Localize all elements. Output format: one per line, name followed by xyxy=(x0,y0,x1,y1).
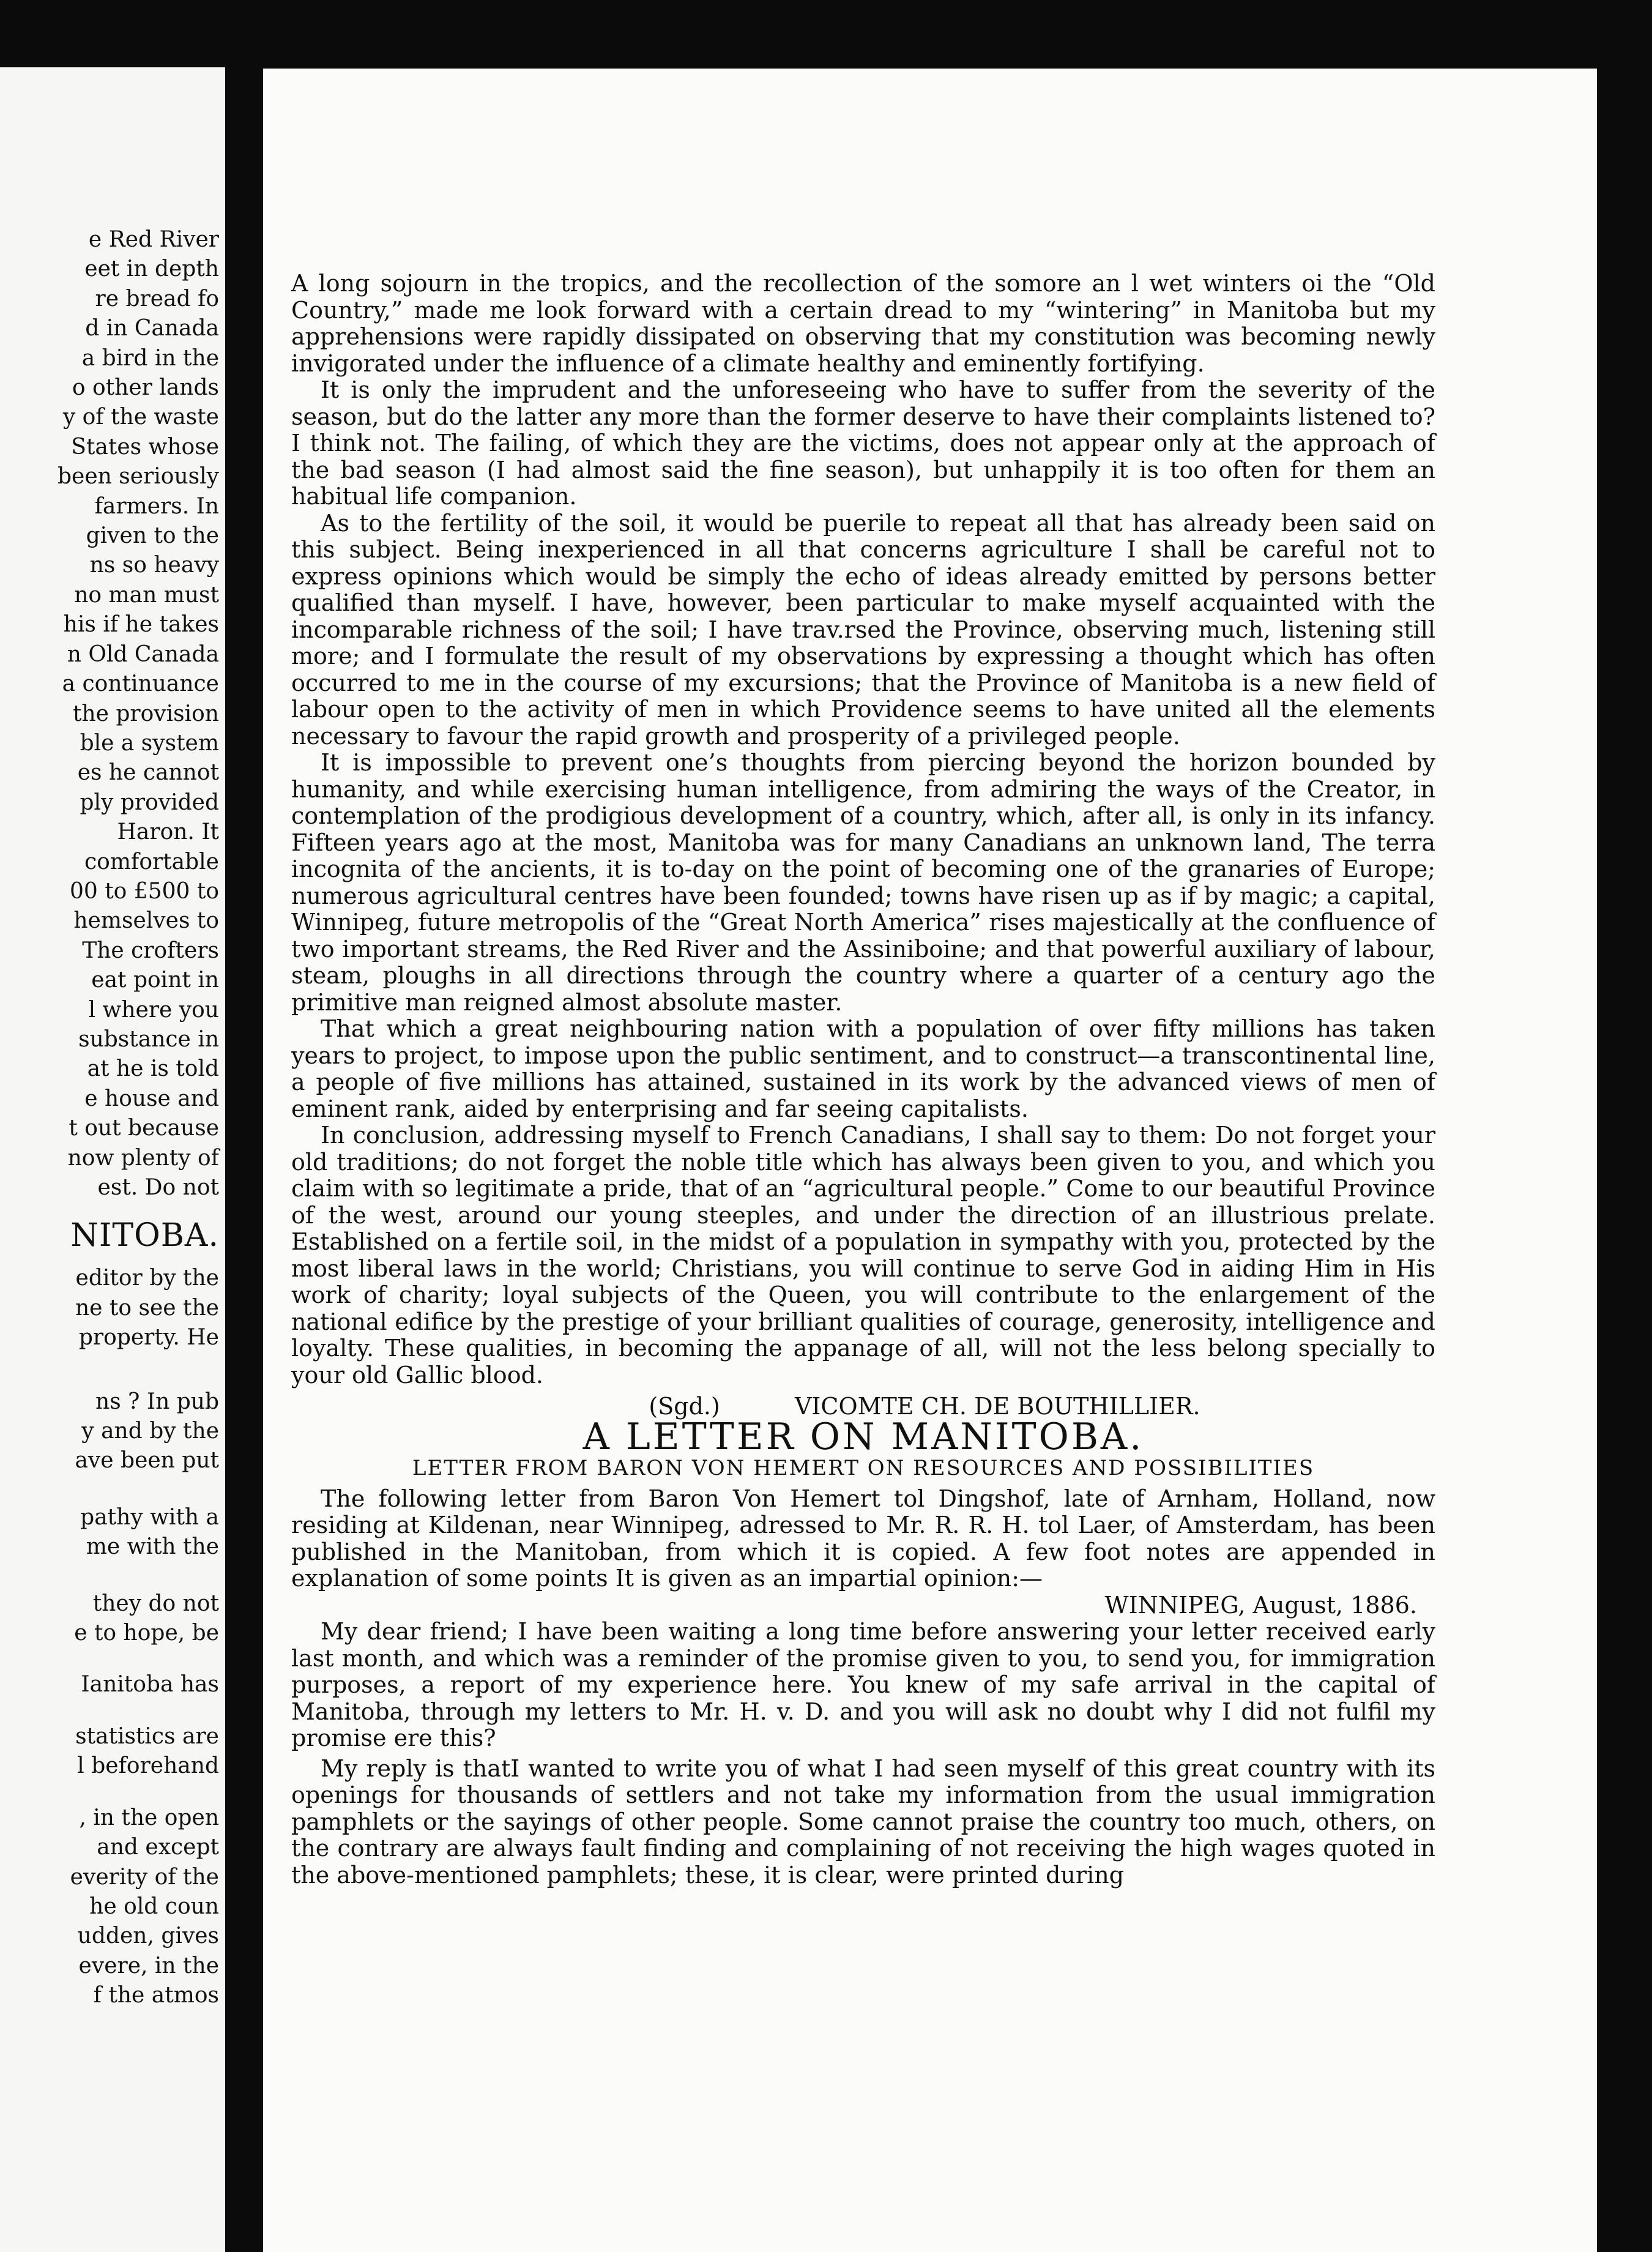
left-fragment-line: e Red River xyxy=(88,227,219,252)
left-fragment-line: ave been put xyxy=(75,1448,219,1474)
left-fragment-line: he old coun xyxy=(89,1893,219,1919)
left-fragment-line: statistics are xyxy=(75,1723,219,1749)
left-fragment-line: Ianitoba has xyxy=(81,1672,219,1698)
left-fragment-line: farmers. In xyxy=(94,493,219,519)
left-fragment-line: and except xyxy=(97,1835,219,1860)
letter-dateline: WINNIPEG, August, 1886. xyxy=(1104,1591,1417,1619)
left-fragment-line: The crofters xyxy=(82,938,219,963)
left-fragment-line: 00 to £500 to xyxy=(69,878,219,904)
left-fragment-line: a continuance xyxy=(62,671,219,697)
left-fragment-line: ne to see the xyxy=(75,1295,219,1321)
left-fragment-line: a bird in the xyxy=(81,345,219,371)
letter-heading: A LETTER ON MANITOBA. xyxy=(582,1415,1144,1458)
left-fragment-gap xyxy=(11,1353,219,1387)
left-fragment-line: hemselves to xyxy=(73,908,219,934)
left-fragment-line: been seriously xyxy=(58,464,219,490)
article-paragraph: A long sojourn in the tropics, and the recollection of the somore an l wet winters oi the “Old Country,” made me look forward with a certain dread to my “wintering” in Manitoba but my apprehensions were rapidly dissipated on observing that my constitution was becoming newly invigorated under the influence of a climate healthy and eminently fortifying. xyxy=(291,270,1435,377)
article-paragraph: It is impossible to prevent one’s thoughts from piercing beyond the horizon bounded by humanity, and while exercising human intelligence, from admiring the ways of the Creator, in contemplation of the prodigious development of a country, which, after all, is only in its infancy. Fifteen years ago at the most, Manitoba was for many Canadians an unknown land, The terra incognita of the ancients, it is to-day on the point of becoming one of the granaries of Europe; numerous agricultural centres have been founded; towns have risen up as if by magic; a capital, Winnipeg, future metropolis of the “Great North America” rises majestically at the confluence of two important streams, the Red River and the Assiniboine; and that powerful auxiliary of labour, steam, ploughs in all directions through the country where a quarter of a century ago the primitive man reigned almost absolute master. xyxy=(291,749,1435,1016)
left-fragment-line: ble a system xyxy=(80,730,219,756)
left-fragment-line: Haron. It xyxy=(117,819,219,845)
left-fragment-gap xyxy=(11,1781,219,1803)
left-column-text xyxy=(11,225,219,2011)
left-fragment-line: comfortable xyxy=(84,849,219,874)
left-fragment-line: pathy with a xyxy=(80,1504,219,1530)
left-fragment-line: n Old Canada xyxy=(67,641,219,667)
left-fragment-line: at he is told xyxy=(87,1056,219,1082)
left-fragment-line: given to the xyxy=(86,523,219,549)
left-fragment-line: States whose xyxy=(71,434,219,460)
left-fragment-line: l where you xyxy=(88,997,219,1023)
left-fragment-gap xyxy=(11,1476,219,1503)
left-fragment-line: eet in depth xyxy=(84,256,219,282)
left-fragment-line: l beforehand xyxy=(77,1753,219,1779)
left-fragment-line: ns ? In pub xyxy=(95,1389,219,1414)
left-page-fragment xyxy=(0,67,225,2252)
left-fragment-line: editor by the xyxy=(75,1266,219,1291)
left-fragment-line: udden, gives xyxy=(77,1923,219,1949)
left-fragment-line: property. He xyxy=(78,1325,219,1351)
left-fragment-line: substance in xyxy=(78,1026,219,1052)
left-fragment-line: everity of the xyxy=(70,1864,219,1890)
letter-paragraph: My reply is thatI wanted to write you of what I had seen myself of this great country with its openings for thousands of settlers and not take my information from the usual immigration pamphlets or the sayings of other people. Some cannot praise the country too much, others, on the contrary are always fault finding and complaining of not receiving the high wages quoted in the above-mentioned pamphlets; these, it is clear, were printed during xyxy=(291,1754,1435,1888)
letter-subheading: LETTER FROM BARON VON HEMERT ON RESOURCES AND POSSIBILITIES xyxy=(412,1456,1315,1480)
left-fragment-line: , in the open xyxy=(79,1805,219,1830)
left-fragment-gap xyxy=(11,1562,219,1589)
left-fragment-line: ns so heavy xyxy=(89,553,219,578)
left-fragment-line: e to hope, be xyxy=(74,1620,219,1646)
left-fragment-line: now plenty of xyxy=(67,1145,219,1171)
letter-intro: The following letter from Baron Von Hemert tol Dingshof, late of Arnham, Holland, now residing at Kildenan, near Winnipeg, adressed to Mr. R. R. H. tol Laer, of Amsterdam, has been published in the Manitoban, from which it is copied. A few foot notes are appended in explanation of some points It is given as an impartial opinion:— xyxy=(291,1485,1435,1592)
left-fragment-line: y of the waste xyxy=(62,405,219,430)
article-paragraph: It is only the imprudent and the unforeseeing who have to suffer from the severity of the season, but do the latter any more than the former deserve to have their complaints listened to? I think not. The failing, of which they are the victims, does not appear only at the approach of the bad season (I had almost said the fine season), but unhappily it is too often for them an habitual life companion. xyxy=(291,376,1435,510)
left-fragment-line: eat point in xyxy=(91,968,219,993)
page-gutter xyxy=(225,73,262,2252)
left-fragment-line: y and by the xyxy=(81,1419,219,1444)
signature-sgd: (Sgd.) xyxy=(649,1393,720,1420)
left-fragment-line: o other lands xyxy=(72,375,219,401)
article-body xyxy=(291,270,1435,1888)
left-fragment-line: no man must xyxy=(74,582,219,608)
signature-name: VICOMTE CH. DE BOUTHILLIER. xyxy=(794,1393,1200,1420)
left-fragment-gap xyxy=(11,1700,219,1722)
left-fragment-line: f the atmos xyxy=(93,1983,219,2008)
left-fragment-line: est. Do not xyxy=(97,1175,219,1200)
article-paragraph: That which a great neighbouring nation with a population of over fifty millions has taken years to project, to impose upon the public sentiment, and to construct—a transcontinental line, a people of five millions has attained, sustained in its work by the advanced views of men of eminent rank, aided by enterprising and far seeing capitalists. xyxy=(291,1015,1435,1122)
left-fragment-line: re bread fo xyxy=(95,286,219,311)
left-fragment-gap xyxy=(11,1648,219,1670)
left-fragment-line: t out because xyxy=(69,1116,219,1141)
left-fragment-line: his if he takes xyxy=(63,612,219,638)
right-page xyxy=(263,69,1597,2252)
left-fragment-line: es he cannot xyxy=(77,760,219,786)
letter-paragraph: My dear friend; I have been waiting a long time before answering your letter received early last month, and which was a reminder of the promise given to you, to send you, for immigration purposes, a report of my experience here. You knew of my safe arrival in the capital of Manitoba, through my letters to Mr. H. v. D. and you will ask no doubt why I did not fulfil my promise ere this? xyxy=(291,1618,1435,1751)
left-fragment-heading: NITOBA. xyxy=(70,1217,219,1255)
article-paragraph: In conclusion, addressing myself to French Canadians, I shall say to them: Do not forget your old traditions; do not forget the noble title which has always been given to you, and which you claim with so legitimate a pride, that of an “agricultural people.” Come to our beautiful Province of the west, around our young steeples, and under the direction of an illustrious prelate. Established on a fertile soil, in the midst of a population in sympathy with you, protected by the most liberal laws in the world; Christians, you will continue to serve God in aiding Him in His work of charity; loyal subjects of the Queen, you will contribute to the enlargement of the national edifice by the prestige of your brilliant qualities of courage, generosity, intelligence and loyalty. These qualities, in becoming the appanage of all, will not the less belong specially to your old Gallic blood. xyxy=(291,1122,1435,1389)
article-paragraph: As to the fertility of the soil, it would be puerile to repeat all that has already been said on this subject. Being inexperienced in all that concerns agriculture I shall be careful not to express opinions which would be simply the echo of ideas already emitted by persons better qualified than myself. I have, however, been particular to make myself acquainted with the incomparable richness of the soil; I have trav.rsed the Province, observing much, listening still more; and I formulate the result of my observations by expressing a thought which has often occurred to me in the course of my excursions; that the Province of Manitoba is a new field of labour open to the activity of men in which Providence seems to have united all the elements necessary to favour the rapid growth and prosperity of a privileged people. xyxy=(291,509,1435,750)
left-fragment-line: ply provided xyxy=(80,789,219,815)
left-fragment-line: the provision xyxy=(72,701,219,726)
left-fragment-line: they do not xyxy=(92,1590,219,1616)
left-fragment-line: evere, in the xyxy=(78,1953,219,1978)
left-fragment-line: e house and xyxy=(84,1086,219,1111)
left-fragment-line: d in Canada xyxy=(85,316,219,341)
left-fragment-line: me with the xyxy=(86,1534,219,1560)
